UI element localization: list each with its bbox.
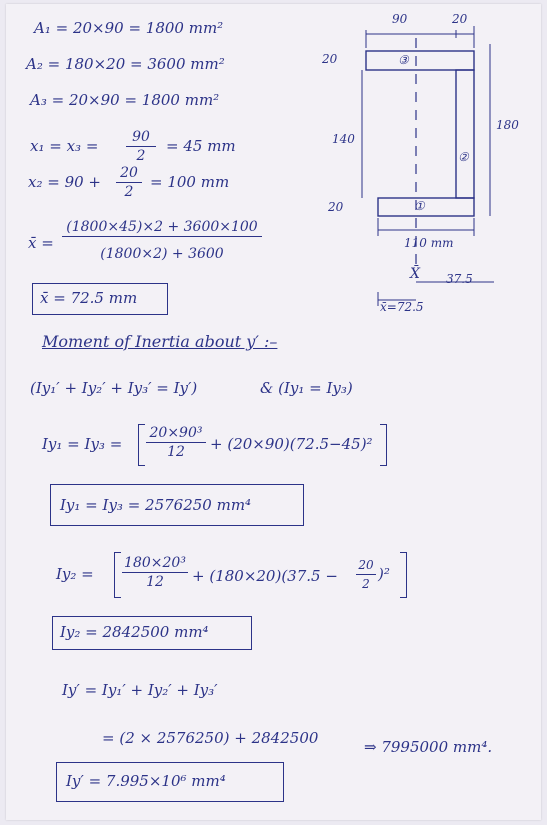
part-3-marker: ③: [398, 53, 409, 67]
dim-20-left-top: 20: [322, 52, 338, 66]
x1x3-left: x₁ = x₃ =: [30, 137, 99, 155]
dim-110: 110 mm: [404, 236, 454, 250]
xbar-denominator: (1800×2) + 3600: [100, 246, 224, 262]
final-result: Iy′ = 7.995×10⁶ mm⁴: [66, 772, 226, 790]
iy1-open-bracket: [138, 424, 145, 466]
iy2-numerator: 180×20³: [122, 554, 188, 573]
iy2-fraction: [122, 554, 188, 591]
total-line-2: = (2 × 2576250) + 2842500: [102, 729, 319, 747]
x1x3-numerator: 90: [126, 128, 156, 147]
iy2-tail-a: + (180×20)(37.5 −: [192, 567, 338, 585]
xbar-numerator: (1800×45)×2 + 3600×100: [62, 218, 262, 237]
iy2-result: Iy₂ = 2842500 mm⁴: [60, 623, 209, 641]
iy1-close-bracket: [380, 424, 387, 466]
area-a1: A₁ = 20×90 = 1800 mm²: [34, 19, 224, 37]
iy2-tail-numerator: 20: [356, 556, 376, 575]
web: [456, 70, 474, 198]
iy2-close-bracket: [400, 552, 407, 598]
moi-equal-rule: & (Iy₁ = Iy₃): [260, 379, 353, 397]
xbar-result: x̄ = 72.5 mm: [40, 289, 138, 307]
total-arrow-result: ⇒ 7995000 mm⁴.: [364, 738, 493, 756]
xbar-axis-label: X̄: [410, 266, 420, 282]
part-1-marker: ①: [414, 199, 425, 213]
dim-180: 180: [496, 118, 519, 132]
iy1-fraction: [146, 424, 206, 461]
dim-37-5: 37.5: [446, 272, 473, 286]
area-a2: A₂ = 180×20 = 3600 mm²: [26, 55, 225, 73]
iy2-tail-b: )²: [378, 565, 390, 583]
dim-20-left-bottom: 20: [328, 200, 344, 214]
moi-sum-rule: (Iy₁′ + Iy₂′ + Iy₃′ = Iy′): [30, 379, 198, 397]
dim-20-top: 20: [452, 12, 468, 26]
top-flange: [366, 51, 474, 70]
x2-denominator: 2: [124, 184, 134, 200]
iy1-tail: + (20×90)(72.5−45)²: [210, 435, 373, 453]
x1x3-denominator: 2: [136, 148, 146, 164]
iy2-tail-denominator: 2: [362, 577, 370, 591]
x2-right: = 100 mm: [150, 173, 230, 191]
part-2-marker: ②: [458, 150, 469, 164]
x2-numerator: 20: [116, 164, 142, 183]
xbar-label: x̄ =: [28, 234, 54, 252]
moi-heading: Moment of Inertia about y′ :–: [42, 332, 278, 351]
bottom-flange: [378, 198, 474, 216]
total-line-1: Iy′ = Iy₁′ + Iy₂′ + Iy₃′: [62, 681, 218, 699]
iy2-left: Iy₂ =: [56, 565, 94, 583]
handwritten-page: [6, 4, 541, 820]
dim-72-5: x̄=72.5: [380, 300, 424, 314]
iy1-left: Iy₁ = Iy₃ =: [42, 435, 123, 453]
iy2-open-bracket: [114, 552, 121, 598]
dim-90: 90: [392, 12, 408, 26]
area-a3: A₃ = 20×90 = 1800 mm²: [30, 91, 220, 109]
x1x3-right: = 45 mm: [166, 137, 236, 155]
iy1-numerator: 20×90³: [146, 424, 206, 443]
x2-left: x₂ = 90 +: [28, 173, 102, 191]
iy2-tail-fraction: [356, 556, 376, 593]
iy1-result: Iy₁ = Iy₃ = 2576250 mm⁴: [60, 496, 252, 514]
dim-140: 140: [332, 132, 355, 146]
iy2-denominator: 12: [146, 574, 164, 590]
iy1-denominator: 12: [167, 444, 185, 460]
